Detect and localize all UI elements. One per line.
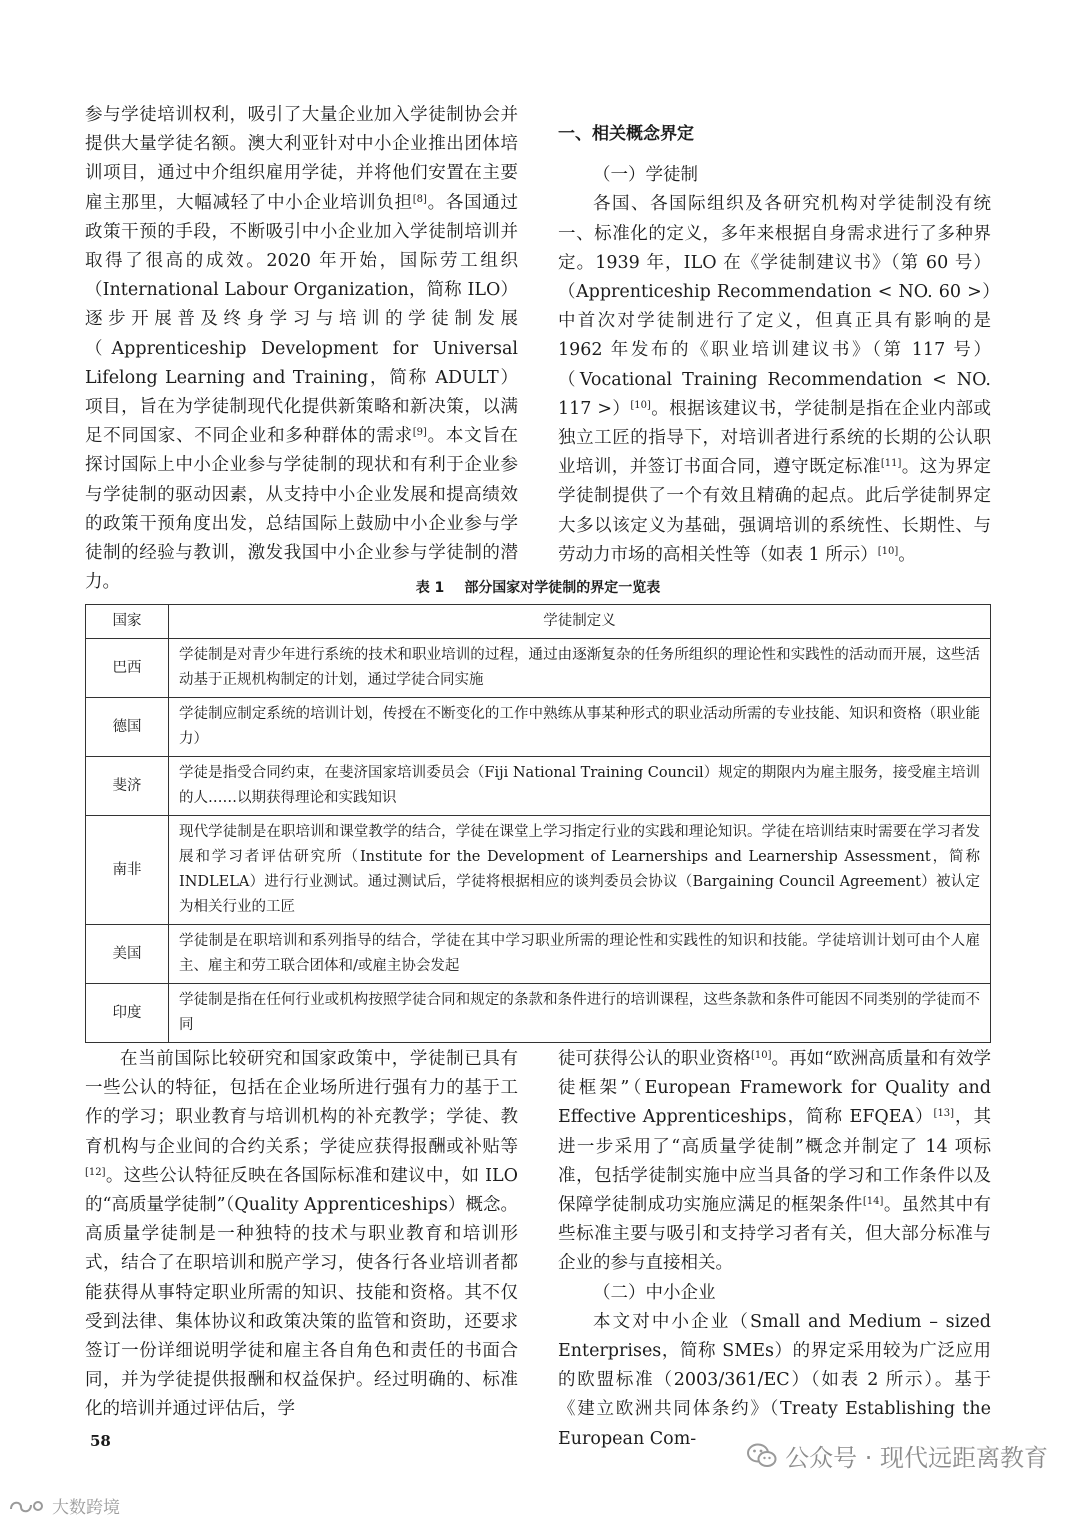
corner-logo-text: 大数跨境 (52, 1498, 120, 1518)
country-cell: 南非 (86, 816, 169, 925)
definition-cell: 学徒是指受合同约束，在斐济国家培训委员会（Fiji National Training Council）规定的期限内为雇主服务，接受雇主培训的人……以期获得理论和实践知识 (169, 757, 991, 816)
table-row (86, 925, 991, 984)
paragraph: 参与学徒培训权利，吸引了大量企业加入学徒制协会并提供大量学徒名额。澳大利亚针对中小企业推出团体培训项目，通过中介组织雇用学徒，并将他们安置在主要雇主那里，大幅减轻了中小企业培训负担[8]。各国通过政策干预的手段，不断吸引中小企业加入学徒制培训并取得了很高的成效。2020 年开始，国际劳工组织（International Labour Organization，简称 ILO）逐步开展普及终身学习与培训的学徒制发展（Apprenticeship Development for Universal Lifelong Learning and Training，简称 ADULT）项目，旨在为学徒制现代化提供新策略和新决策，以满足不同国家、不同企业和多种群体的需求[9]。本文旨在探讨国际上中小企业参与学徒制的现状和有利于企业参与学徒制的驱动因素，从支持中小企业发展和提高绩效的政策干预角度出发，总结国际上鼓励中小企业参与学徒制的经验与教训，激发我国中小企业参与学徒制的潜力。 (85, 105, 519, 593)
definition-cell: 学徒制应制定系统的培训计划，传授在不断变化的工作中熟练从事某种形式的职业活动所需的专业技能、知识和资格（职业能力） (169, 698, 991, 757)
corner-logo (8, 1493, 120, 1518)
brand-logo-icon (8, 1495, 48, 1517)
bottom-right-column (558, 1045, 991, 1454)
paragraph: 在当前国际比较研究和国家政策中，学徒制已具有一些公认的特征，包括在企业场所进行强有力的基于工作的学习；职业教育与培训机构的补充教学；学徒、教育机构与企业间的合约关系；学徒应获得报酬或补贴等[12]。这些公认特征反映在各国际标准和建议中，如 ILO 的“高质量学徒制”（Quality Apprenticeships）概念。高质量学徒制是一种独特的技术与职业教育和培训形式，结合了在职培训和脱产学习，使各行各业培训者都能获得从事特定职业所需的知识、技能和资格。其不仅受到法律、集体协议和政策决策的监管和资助，还要求签订一份详细说明学徒和雇主各自角色和责任的书面合同，并为学徒提供报酬和权益保护。经过明确的、标准化的培训并通过评估后，学 (85, 1049, 518, 1420)
table-row (86, 698, 991, 757)
header-definition: 学徒制定义 (169, 605, 991, 639)
bottom-left-column (85, 1045, 518, 1425)
paragraph: 徒可获得公认的职业资格[10]。再如“欧洲高质量和有效学徒框架”（European Framework for Quality and Effective Apprenticeships，简称 EFQEA）[13]，其进一步采用了“高质量学徒制”概念并制定了 14 项标准，包括学徒制实施中应当具备的学习和工作条件以及保障学徒制成功实施应满足的框架条件[14]。虽然其中有些标准主要与吸引和支持学习者有关，但大部分标准与企业的参与直接相关。 (558, 1049, 992, 1274)
definition-cell: 学徒制是对青少年进行系统的技术和职业培训的过程，通过由逐渐复杂的任务所组织的理论性和实践性的活动而开展，这些活动基于正规机构制定的计划，通过学徒合同实施 (169, 639, 991, 698)
subsection-heading: （一）学徒制 (593, 165, 698, 186)
definition-cell: 学徒制是指在任何行业或机构按照学徒合同和规定的条款和条件进行的培训课程，这些条款和条件可能因不同类别的学徒而不同 (169, 984, 991, 1043)
header-country: 国家 (86, 605, 169, 639)
paragraph: 本文对中小企业（Small and Medium – sized Enterprises，简称 SMEs）的界定采用较为广泛应用的欧盟标准（2003/361/EC）（如表 2 所示）。基于《建立欧洲共同体条约》（Treaty Establishing the European Com- (558, 1311, 991, 1449)
country-cell: 美国 (86, 925, 169, 984)
paragraph: 各国、各国际组织及各研究机构对学徒制没有统一、标准化的定义，多年来根据自身需求进行了多种界定。1939 年，ILO 在《学徒制建议书》（第 60 号）（Apprenticeship Recommendation < NO. 60 >）中首次对学徒制进行了定义，但真正具有影响的是 1962 年发布的《职业培训建议书》（第 117 号）（Vocational Training Recommendation < NO. 117 >）[10]。根据该建议书，学徒制是指在企业内部或独立工匠的指导下，对培训者进行系统的长期的公认职业培训，并签订书面合同，遵守既定标准[11]。这为界定学徒制提供了一个有效且精确的起点。此后学徒制界定大多以该定义为基础，强调培训的系统性、长期性、与劳动力市场的高相关性等（如表 1 所示）[10]。 (558, 194, 992, 565)
table-caption: 表 1 部分国家对学徒制的界定一览表 (415, 580, 661, 596)
wechat-watermark (747, 1438, 1048, 1473)
country-cell: 印度 (86, 984, 169, 1043)
top-right-column (558, 120, 991, 570)
table-row (86, 984, 991, 1043)
page-number: 58 (90, 1432, 111, 1450)
definition-cell: 学徒制是在职培训和系列指导的结合，学徒在其中学习职业所需的理论性和实践性的知识和技能。学徒培训计划可由个人雇主、雇主和劳工联合团体和/或雇主协会发起 (169, 925, 991, 984)
country-cell: 巴西 (86, 639, 169, 698)
watermark-text: 公众号 · 现代远距离教育 (785, 1444, 1048, 1472)
wechat-icon (747, 1443, 777, 1469)
subsection-heading: （二）中小企业 (593, 1282, 716, 1303)
table-row (86, 816, 991, 925)
country-cell: 德国 (86, 698, 169, 757)
table-header-row (86, 605, 991, 639)
definition-cell: 现代学徒制是在职培训和课堂教学的结合，学徒在课堂上学习指定行业的实践和理论知识。学徒在培训结束时需要在学习者发展和学习者评估研究所（Institute for the Development of Learnerships and Learnership Assessment，简称 INDLELA）进行行业测试。通过测试后，学徒将根据相应的谈判委员会协议（Bargaining Council Agreement）被认定为相关行业的工匠 (169, 816, 991, 925)
country-cell: 斐济 (86, 757, 169, 816)
top-left-column (85, 101, 518, 597)
table-row (86, 757, 991, 816)
definition-table (85, 604, 991, 1043)
section-heading: 一、相关概念界定 (558, 124, 694, 144)
table-row (86, 639, 991, 698)
